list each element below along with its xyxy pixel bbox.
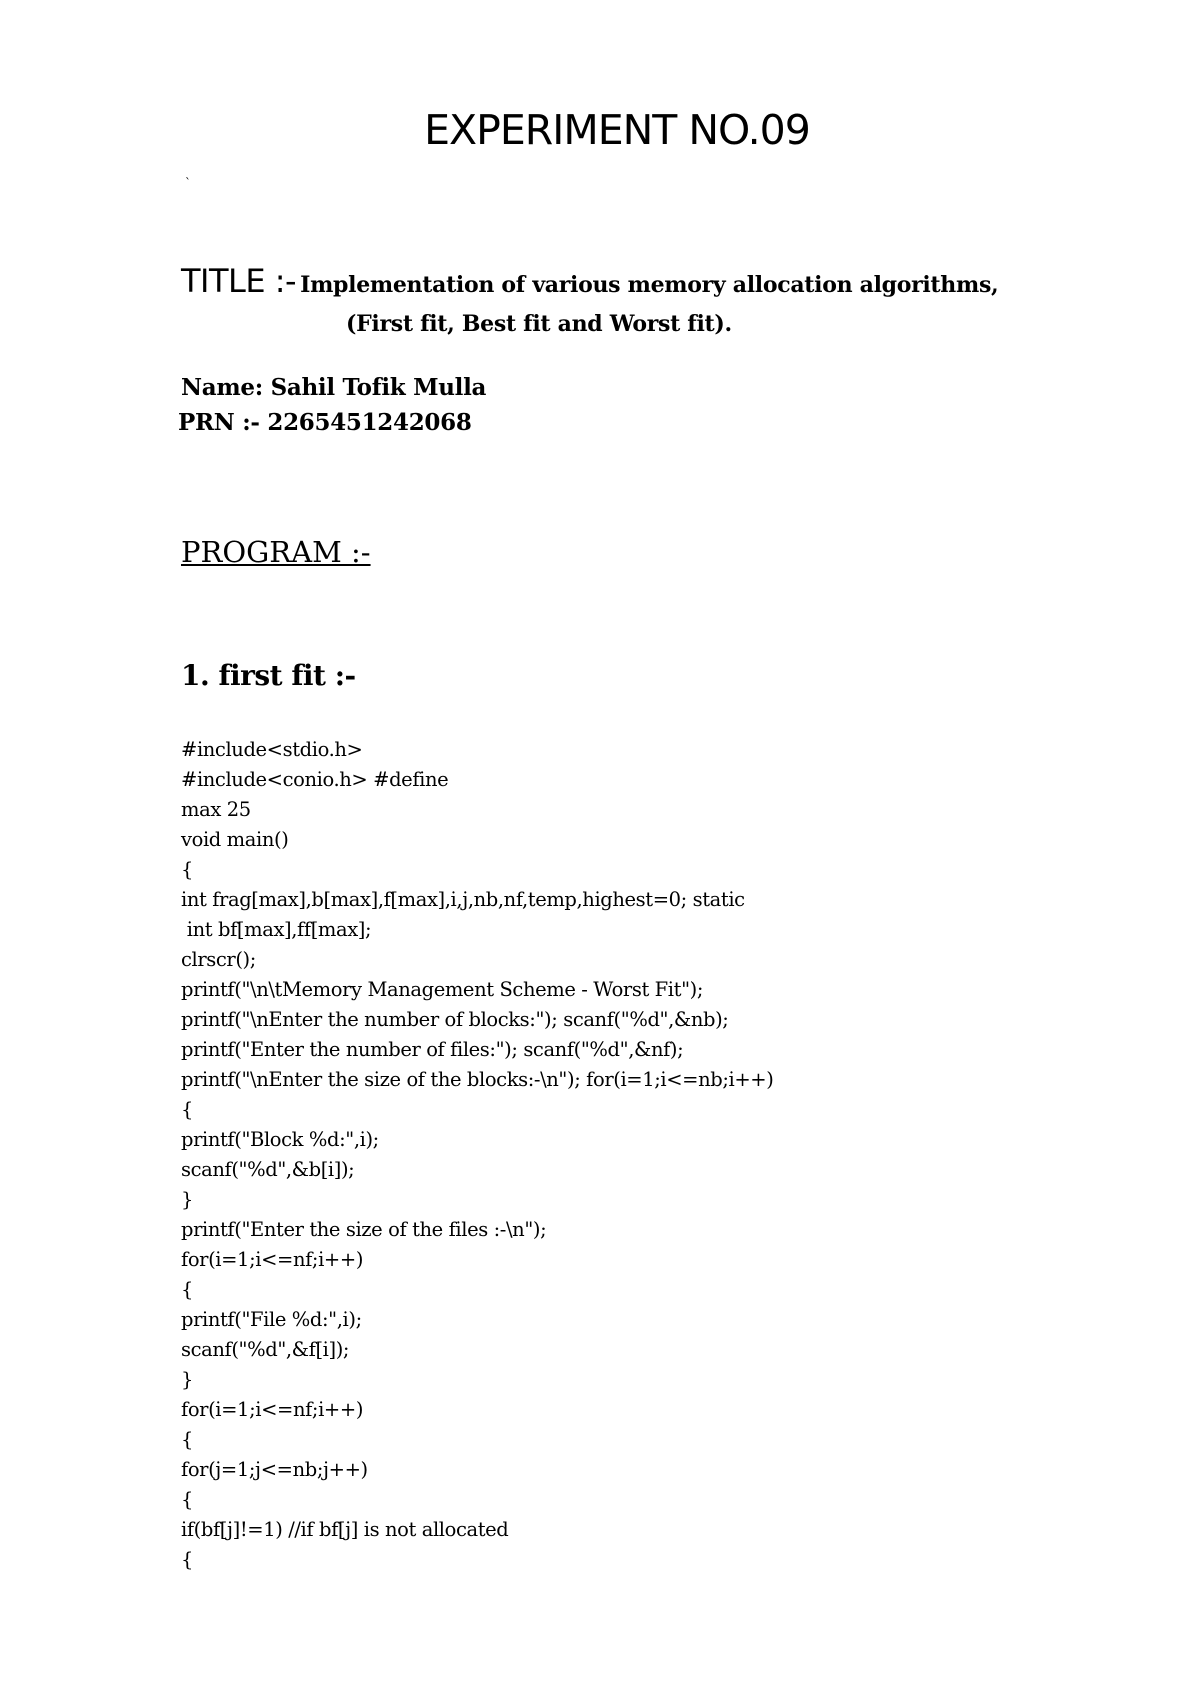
code-line: int bf[max],ff[max];	[181, 918, 372, 941]
code-line: printf("\n\tMemory Management Scheme - Worst Fit");	[181, 978, 704, 1001]
title-text-line2: (First fit, Best fit and Worst fit).	[346, 311, 732, 337]
code-line: clrscr();	[181, 948, 256, 971]
student-name: Name: Sahil Tofik Mulla	[181, 374, 487, 401]
program-section-title: PROGRAM :-	[181, 535, 371, 569]
code-line: printf("Enter the number of files:"); scanf("%d",&nf);	[181, 1038, 684, 1061]
code-line: scanf("%d",&b[i]);	[181, 1158, 355, 1181]
code-line: }	[181, 1188, 194, 1211]
code-line: for(i=1;i<=nf;i++)	[181, 1398, 364, 1421]
code-line: for(i=1;i<=nf;i++)	[181, 1248, 364, 1271]
code-line: #include<conio.h> #define	[181, 768, 449, 791]
code-line: if(bf[j]!=1) //if bf[j] is not allocated	[181, 1518, 509, 1541]
code-line: printf("\nEnter the number of blocks:"); scanf("%d",&nb);	[181, 1008, 729, 1031]
code-line: int frag[max],b[max],f[max],i,j,nb,nf,temp,highest=0; static	[181, 888, 745, 911]
code-line: void main()	[181, 828, 289, 851]
experiment-heading: EXPERIMENT NO.09	[424, 106, 810, 154]
title-row	[181, 262, 998, 300]
code-line: printf("\nEnter the size of the blocks:-\n"); for(i=1;i<=nb;i++)	[181, 1068, 774, 1091]
code-line: }	[181, 1368, 194, 1391]
stray-mark: `	[185, 176, 191, 190]
code-line: {	[181, 1548, 194, 1571]
first-fit-subtitle: 1. first fit :-	[181, 659, 356, 692]
code-line: for(j=1;j<=nb;j++)	[181, 1458, 368, 1481]
code-line: scanf("%d",&f[i]);	[181, 1338, 350, 1361]
title-label: TITLE :-	[181, 262, 297, 300]
code-line: #include<stdio.h>	[181, 738, 363, 761]
code-line: printf("Enter the size of the files :-\n");	[181, 1218, 547, 1241]
code-line: {	[181, 1098, 194, 1121]
code-line: {	[181, 1488, 194, 1511]
code-line: printf("Block %d:",i);	[181, 1128, 379, 1151]
code-line: max 25	[181, 798, 251, 821]
code-line: {	[181, 858, 194, 881]
code-line: {	[181, 1278, 194, 1301]
student-prn: PRN :- 2265451242068	[178, 409, 472, 436]
code-block	[181, 735, 773, 1575]
code-line: printf("File %d:",i);	[181, 1308, 362, 1331]
code-line: {	[181, 1428, 194, 1451]
title-text-line1: Implementation of various memory allocation algorithms,	[300, 272, 999, 298]
